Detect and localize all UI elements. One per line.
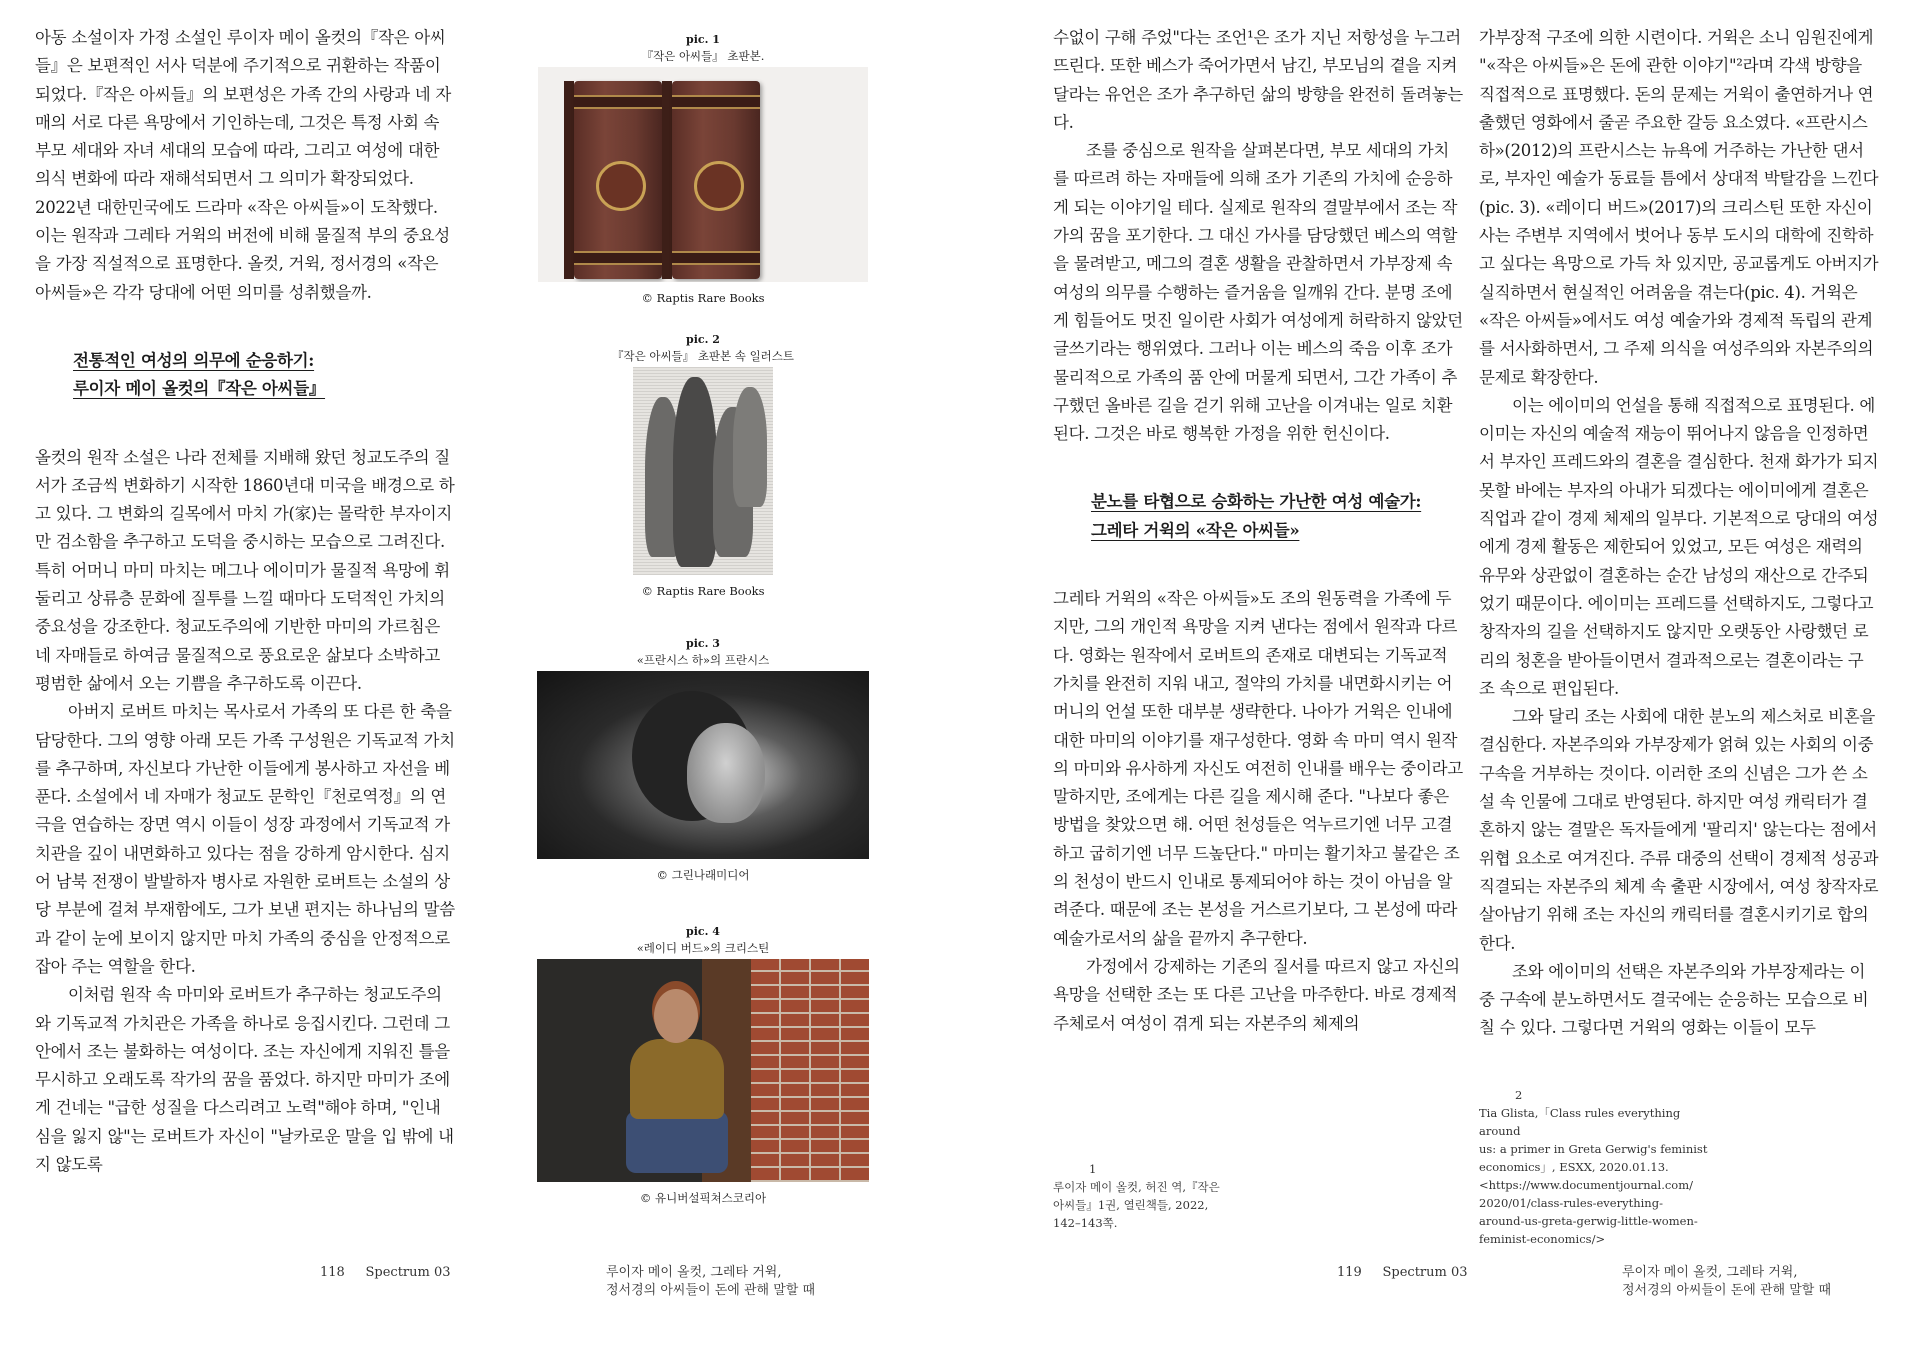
figure-number: pic. 2 (686, 333, 720, 346)
left-page-column (35, 24, 455, 1179)
little-women-first-edition-photo (538, 67, 868, 282)
figure-credit: © Raptis Rare Books (641, 291, 765, 305)
figure-pic4 (533, 924, 873, 1206)
footnote-line: feminist-economics/> (1479, 1232, 1606, 1246)
right-page-running-title (1622, 1264, 1831, 1300)
right-page-column-right (1479, 24, 1879, 1043)
magazine-name: Spectrum 03 (365, 1265, 451, 1280)
footnote-line: 아씨들』1권, 열린책들, 2022, (1053, 1198, 1209, 1212)
right-page-folio (1337, 1264, 1468, 1282)
running-title-line: 루이자 메이 올컷, 그레타 거윅, (1622, 1265, 1798, 1280)
body-paragraph: 올컷의 원작 소설은 나라 전체를 지배해 왔던 청교도주의 질서가 조금씩 변화하기 시작한 1860년대 미국을 배경으로 하고 있다. 그 변화의 길목에서 마치 가(家)는 몰락한 부자이지만 검소함을 추구하고 도덕을 중시하는 모습으로 그려진다. 특히 어머니 마미 마치는 메그나 에이미가 물질적 욕망에 휘둘리고 상류층 문화에 질투를 느낄 때마다 도덕적인 가치의 중요성을 강조한다. 청교도주의에 기반한 마미의 가르침은 네 자매들로 하여금 물질적으로 풍요로운 삶보다 소박하고 평범한 삶에서 오는 기쁨을 추구하도록 이끈다. (35, 447, 455, 693)
body-paragraph: 이는 에이미의 언설을 통해 직접적으로 표명된다. 에이미는 자신의 예술적 재능이 뛰어나지 않음을 인정하면서 부자인 프레드와의 결혼을 결심한다. 천재 화가가 되지 못할 바에는 부자의 아내가 되겠다는 에이미에게 결혼은 직업과 같이 경제 체제의 일부다. 기본적으로 당대의 여성에게 경제 활동은 제한되어 있었고, 모든 여성은 재력의 유무와 상관없이 결혼하는 순간 남성의 재산으로 간주되었기 때문이다. 에이미는 프레드를 선택하지도, 그렇다고 창작자의 길을 선택하지도 않지만 오랫동안 사랑했던 로리의 청혼을 받아들이면서 결과적으로는 결혼이라는 구조 속으로 편입된다. (1479, 395, 1879, 698)
section-heading-line: 전통적인 여성의 의무에 순응하기: (73, 350, 315, 370)
figure-number: pic. 4 (686, 925, 720, 938)
magazine-name: Spectrum 03 (1382, 1265, 1468, 1280)
figure-caption: «프란시스 하»의 프란시스 (636, 653, 770, 667)
section-heading (1091, 488, 1463, 545)
body-paragraph: 가정에서 강제하는 기존의 질서를 따르지 않고 자신의 욕망을 선택한 조는 또 다른 고난을 마주한다. 바로 경제적 주체로서 여성이 겪게 되는 자본주의 체제의 (1053, 956, 1460, 1033)
footnote-number: 2 (1515, 1088, 1523, 1102)
running-title-line: 루이자 메이 올컷, 그레타 거윅, (606, 1265, 782, 1280)
body-paragraph: 가부장적 구조에 의한 시련이다. 거윅은 소니 임원진에게 "«작은 아씨들»은 돈에 관한 이야기"²라며 각색 방향을 직접적으로 표명했다. 돈의 문제는 거윅이 출연하거나 연출했던 영화에서 줄곧 주요한 갈등 요소였다. «프란시스 하»(2012)의 프란시스는 뉴욕에 거주하는 가난한 댄서로, 부자인 예술가 동료들 틈에서 상대적 박탈감을 느낀다(pic. 3). «레이디 버드»(2017)의 크리스틴 또한 자신이 사는 주변부 지역에서 벗어나 동부 도시의 대학에 진학하고 싶다는 욕망으로 가득 차 있지만, 공교롭게도 아버지가 실직하면서 현실적인 어려움을 겪는다(pic. 4). 거윅은 «작은 아씨들»에서도 여성 예술가와 경제적 독립의 관계를 서사화하면서, 그 주제 의식을 여성주의와 자본주의의 문제로 확장한다. (1479, 28, 1879, 387)
first-edition-illustration (633, 367, 773, 575)
running-title-line: 정서경의 아씨들이 돈에 관해 말할 때 (606, 1283, 816, 1298)
figure-credit: © 그린나래미디어 (656, 868, 750, 882)
footnote-line: 2020/01/class-rules-everything- (1479, 1196, 1663, 1210)
footnote-1 (1053, 1160, 1253, 1232)
footnote-line: 142–143쪽. (1053, 1216, 1118, 1230)
figure-pic1 (533, 32, 873, 306)
footnote-line: around-us-greta-gerwig-little-women- (1479, 1214, 1698, 1228)
figure-credit: © 유니버설픽쳐스코리아 (639, 1191, 767, 1205)
right-page-column-left (1053, 24, 1463, 1038)
left-page-running-title (606, 1264, 815, 1300)
body-paragraph: 그레타 거윅의 «작은 아씨들»도 조의 원동력을 가족에 두지만, 그의 개인적 욕망을 지켜 낸다는 점에서 원작과 다르다. 영화는 원작에서 로버트의 존재로 대변되는 기독교적 가치를 완전히 지워 내고, 절약의 가치를 내면화시키는 어머니의 언설 또한 대부분 생략한다. 나아가 거윅은 인내에 대한 마미의 이야기를 재구성한다. 영화 속 마미 역시 원작의 마미와 유사하게 자신도 여전히 인내를 배우는 중이라고 말하지만, 조에게는 다른 길을 제시해 준다. "나보다 좋은 방법을 찾았으면 해. 어떤 천성들은 억누르기엔 너무 고결하고 굽히기엔 너무 드높단다." 마미는 활기차고 불같은 조의 천성이 반드시 인내로 통제되어야 하는 것이 아님을 알려준다. 때문에 조는 본성을 거스르기보다, 그 본성에 따라 예술가로서의 삶을 끝까지 추구한다. (1053, 589, 1463, 948)
figure-pic2 (533, 332, 873, 599)
section-heading-line: 분노를 타협으로 승화하는 가난한 여성 예술가: (1091, 492, 1422, 512)
running-title-line: 정서경의 아씨들이 돈에 관해 말할 때 (1622, 1283, 1832, 1298)
section-heading-line: 그레타 거윅의 «작은 아씨들» (1091, 520, 1300, 540)
figure-number: pic. 3 (686, 637, 720, 650)
footnote-line: 루이자 메이 올컷, 허진 역,『작은 (1053, 1180, 1220, 1194)
page-number: 119 (1337, 1265, 1362, 1280)
body-paragraph: 아동 소설이자 가정 소설인 루이자 메이 올컷의『작은 아씨들』은 보편적인 서사 덕분에 주기적으로 귀환하는 작품이 되었다.『작은 아씨들』의 보편성은 가족 간의 사랑과 네 자매의 서로 다른 욕망에서 기인하는데, 그것은 특정 사회 속 부모 세대와 자녀 세대의 모습에 따라, 그리고 여성에 대한 의식 변화에 따라 재해석되면서 그 의미가 확장되었다. 2022년 대한민국에도 드라마 «작은 아씨들»이 도착했다. 이는 원작과 그레타 거윅의 버전에 비해 물질적 부의 중요성을 가장 직설적으로 표명한다. 올컷, 거윅, 정서경의 «작은 아씨들»은 각각 당대에 어떤 의미를 성취했을까. (35, 28, 452, 302)
left-page-folio (320, 1264, 451, 1282)
footnote-line: us: a primer in Greta Gerwig's feminist (1479, 1142, 1708, 1156)
lady-bird-still (537, 959, 869, 1182)
body-paragraph: 조와 에이미의 선택은 자본주의와 가부장제라는 이중 구속에 분노하면서도 결국에는 순응하는 모습으로 비칠 수 있다. 그렇다면 거윅의 영화는 이들이 모두 (1479, 961, 1869, 1038)
body-paragraph: 아버지 로버트 마치는 목사로서 가족의 또 다른 한 축을 담당한다. 그의 영향 아래 모든 가족 구성원은 기독교적 가치를 추구하며, 자신보다 가난한 이들에게 봉사하고 자선을 베푼다. 소설에서 네 자매가 청교도 문학인『천로역정』의 연극을 연습하는 장면 역시 이들이 성장 과정에서 기독교적 가치관을 깊이 내면화하고 있다는 점을 강하게 암시한다. 심지어 남북 전쟁이 발발하자 병사로 자원한 로버트는 소설의 상당 부분에 걸쳐 부재함에도, 그가 보낸 편지는 하나님의 말씀과 같이 눈에 보이지 않지만 마치 가족의 중심을 안정적으로 잡아 주는 역할을 한다. (35, 702, 455, 976)
footnote-number: 1 (1089, 1162, 1097, 1176)
body-paragraph: 이처럼 원작 속 마미와 로버트가 추구하는 청교도주의와 기독교적 가치관은 가족을 하나로 응집시킨다. 그런데 그 안에서 조는 불화하는 여성이다. 조는 자신에게 지워진 틀을 무시하고 오래도록 작가의 꿈을 품었다. 하지만 마미가 조에게 건네는 "급한 성질을 다스리려고 노력"해야 하며, "인내심을 잃지 않"는 로버트가 자신이 "날카로운 말을 입 밖에 내지 않도록 (35, 985, 454, 1174)
frances-ha-still (537, 671, 869, 859)
section-heading-line: 루이자 메이 올컷의『작은 아씨들』 (73, 379, 326, 399)
figure-caption: 『작은 아씨들』 초판본. (641, 49, 765, 63)
figure-pic3 (533, 636, 873, 883)
figure-credit: © Raptis Rare Books (641, 584, 765, 598)
figure-caption: 『작은 아씨들』 초판본 속 일러스트 (611, 349, 795, 363)
footnote-2 (1479, 1086, 1709, 1248)
figure-number: pic. 1 (686, 33, 720, 46)
footnote-line: Tia Glista,「Class rules everything around (1479, 1106, 1681, 1138)
body-paragraph: 조를 중심으로 원작을 살펴본다면, 부모 세대의 가치를 따르려 하는 자매들에 의해 조가 기존의 가치에 순응하게 되는 이야기일 테다. 실제로 원작의 결말부에서 조는 작가의 꿈을 포기한다. 그 대신 가사를 담당했던 베스의 역할을 물려받고, 메그의 결혼 생활을 관찰하면서 가부장제 속 여성의 의무를 수행하는 즐거움을 일깨워 간다. 분명 조에게 힘들어도 멋진 일이란 사회가 여성에게 허락하지 않았던 글쓰기라는 행위였다. 그러나 이는 베스의 죽음 이후 조가 물리적으로 가족의 품 안에 머물게 되면서, 그간 가족이 추구했던 올바른 길을 걷기 위해 고난을 이겨내는 일로 치환된다. 그것은 바로 행복한 가정을 위한 헌신이다. (1053, 141, 1463, 444)
figure-caption: «레이디 버드»의 크리스틴 (636, 941, 770, 955)
section-heading (73, 347, 455, 404)
body-paragraph: 수없이 구해 주었"다는 조언¹은 조가 지닌 저항성을 누그러뜨린다. 또한 베스가 죽어가면서 남긴, 부모님의 곁을 지켜 달라는 유언은 조가 추구하던 삶의 방향을 완전히 돌려놓는다. (1053, 28, 1463, 132)
footnote-line: <https://www.documentjournal.com/ (1479, 1178, 1693, 1192)
footnote-line: economics」, ESXX, 2020.01.13. (1479, 1160, 1669, 1174)
page-number: 118 (320, 1265, 345, 1280)
body-paragraph: 그와 달리 조는 사회에 대한 분노의 제스처로 비혼을 결심한다. 자본주의와 가부장제가 얽혀 있는 사회의 이중 구속을 거부하는 것이다. 이러한 조의 신념은 그가 쓴 소설 속 인물에 그대로 반영된다. 하지만 여성 캐릭터가 결혼하지 않는 결말은 독자들에게 '팔리지' 않는다는 점에서 위협 요소로 여겨진다. 주류 대중의 선택이 경제적 성공과 직결되는 자본주의 체계 속 출판 시장에서, 여성 창작자로 살아남기 위해 조는 자신의 캐릭터를 결혼시키기로 합의한다. (1479, 707, 1879, 953)
